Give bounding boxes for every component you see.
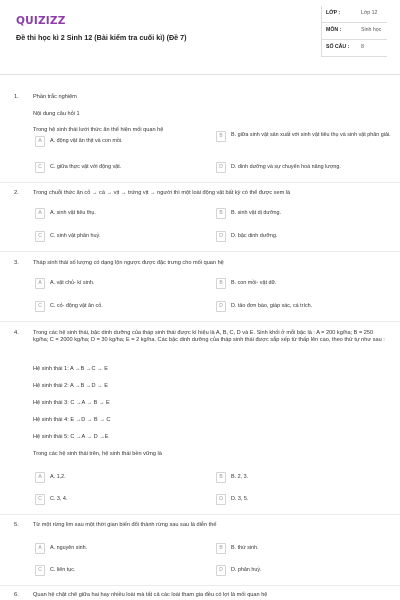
option-letter-box: B <box>216 208 226 219</box>
option-letter-box: C <box>35 494 45 505</box>
option-letter-box: B <box>216 131 226 142</box>
option-text: C. cỏ- động vật ăn cỏ. <box>50 303 103 309</box>
option-text: B. thứ sinh. <box>231 545 259 551</box>
option-d[interactable] <box>216 565 392 580</box>
option-letter-box: A <box>35 208 45 219</box>
worksheet-header <box>0 0 400 74</box>
option-a[interactable] <box>35 472 211 487</box>
option-d[interactable] <box>216 162 392 177</box>
option-letter-box: A <box>35 278 45 289</box>
option-text: B. sinh vật dị dưỡng. <box>231 210 281 216</box>
option-letter-box: D <box>216 162 226 173</box>
meta-count-label: SỐ CÂU : <box>326 44 350 50</box>
option-text: D. 3, 5. <box>231 496 249 502</box>
question-stem: Trong chuỗi thức ăn cỏ → cá → vịt → trứng vịt → người thì một loài động vật bất kỳ có thể được xem là <box>33 190 291 196</box>
option-text: B. 2, 3. <box>231 474 249 480</box>
option-b[interactable] <box>216 208 392 223</box>
ecosystem-line-2: Hệ sinh thái 2: A →B →D → E <box>33 383 108 389</box>
option-letter-box: A <box>35 543 45 554</box>
option-text: A. 1,2. <box>50 474 66 480</box>
question-stem: Trong hệ sinh thái lưới thức ăn thể hiện mối quan hệ <box>33 127 164 133</box>
ecosystem-line-3: Hệ sinh thái 3: C →A → B → E <box>33 400 110 406</box>
option-letter-box: D <box>216 494 226 505</box>
question-divider <box>0 514 400 515</box>
meta-class-label: LỚP : <box>326 10 341 16</box>
option-letter-box: C <box>35 162 45 173</box>
header-divider <box>0 74 400 75</box>
quizizz-logo: QUIZIZZ <box>16 15 66 27</box>
option-text: D. bậc dinh dưỡng. <box>231 233 278 239</box>
option-b[interactable] <box>216 278 392 293</box>
option-text: B. giữa sinh vật sản xuất với sinh vật tiêu thụ và sinh vật phân giải. <box>231 132 391 138</box>
question-divider <box>0 321 400 322</box>
question-number: 1. <box>14 94 19 100</box>
meta-class-row <box>321 6 387 23</box>
option-d[interactable] <box>216 231 392 246</box>
question-stem: Từ một rừng lim sau một thời gian biến đổi thành rừng sau sau là diễn thế <box>33 522 217 528</box>
question-number: 2. <box>14 190 19 196</box>
option-c[interactable] <box>35 162 211 177</box>
ecosystem-line-4: Hệ sinh thái 4: E →D → B → C <box>33 417 111 423</box>
option-letter-box: D <box>216 565 226 576</box>
option-text: D. dinh dưỡng và sự chuyển hoá năng lượng. <box>231 164 341 170</box>
option-letter-box: B <box>216 278 226 289</box>
option-letter-box: C <box>35 301 45 312</box>
question-prompt: Trong các hệ sinh thái trên, hệ sinh thái bền vững là <box>33 451 162 457</box>
option-a[interactable] <box>35 278 211 293</box>
option-text: D. phân huỷ. <box>231 567 262 573</box>
option-d[interactable] <box>216 301 392 316</box>
question-stem: Tháp sinh thái số lượng có dạng lộn ngược được đặc trưng cho mối quan hệ <box>33 260 224 266</box>
ecosystem-line-1: Hệ sinh thái 1: A →B →C → E <box>33 366 108 372</box>
option-text: C. liên tục. <box>50 567 76 573</box>
option-letter-box: D <box>216 231 226 242</box>
option-d[interactable] <box>216 494 392 509</box>
question-subtitle: Nội dung câu hỏi 1 <box>33 111 80 117</box>
question-section-label: Phần trắc nghiệm <box>33 94 77 100</box>
question-divider <box>0 182 400 183</box>
worksheet-title: Đề thi học kì 2 Sinh 12 (Bài kiểm tra cuối kì) (Đề 7) <box>16 33 187 42</box>
option-letter-box: C <box>35 565 45 576</box>
option-a[interactable] <box>35 136 211 151</box>
question-number: 3. <box>14 260 19 266</box>
meta-class-value: Lớp 12 <box>361 10 378 16</box>
option-c[interactable] <box>35 494 211 509</box>
question-stem: Quan hệ chặt chẽ giữa hai hay nhiều loài mà tất cả các loài tham gia đều có lợi là mối quan hệ <box>33 592 268 598</box>
option-letter-box: B <box>216 543 226 554</box>
option-text: B. con mồi- vật dữ. <box>231 280 277 286</box>
option-letter-box: A <box>35 136 45 147</box>
option-letter-box: A <box>35 472 45 483</box>
option-letter-box: B <box>216 472 226 483</box>
option-text: C. 3, 4. <box>50 496 68 502</box>
option-letter-box: D <box>216 301 226 312</box>
option-c[interactable] <box>35 565 211 580</box>
question-stem: Trong các hệ sinh thái, bậc dinh dưỡng của tháp sinh thái được kí hiệu là A, B, C, D và E. Sinh khối ở mỗi bậc là : A = 200 kg/ha; B = 250 kg/ha; C = 2000 kg/ha; D = 30 kg/ha; E = 2 kg/ha. Các bậc dinh dưỡng của tháp sinh thái được sắp xếp từ thấp lên cao, theo thứ tự như sau : <box>33 330 385 343</box>
question-number: 4. <box>14 330 19 336</box>
option-text: A. nguyên sinh. <box>50 545 88 551</box>
option-a[interactable] <box>35 543 211 558</box>
option-text: D. tảo đơn bào, giáp xác, cá trích. <box>231 303 313 309</box>
option-b[interactable] <box>216 472 392 487</box>
option-b[interactable] <box>216 543 392 558</box>
option-text: C. giữa thực vật với động vật. <box>50 164 122 170</box>
meta-subject-label: MÔN : <box>326 27 342 33</box>
option-text: A. sinh vật tiêu thụ. <box>50 210 96 216</box>
option-text: C. sinh vật phân huỷ. <box>50 233 101 239</box>
option-c[interactable] <box>35 301 211 316</box>
question-number: 5. <box>14 522 19 528</box>
meta-subject-value: Sinh học <box>361 27 382 33</box>
question-divider <box>0 251 400 252</box>
question-number: 6. <box>14 592 19 598</box>
option-a[interactable] <box>35 208 211 223</box>
option-text: A. động vật ăn thịt và con mồi. <box>50 138 123 144</box>
option-b[interactable] <box>216 131 392 146</box>
meta-count-row <box>321 40 387 57</box>
meta-count-value: 8 <box>361 44 364 50</box>
meta-subject-row <box>321 23 387 40</box>
option-text: A. vật chủ- kí sinh. <box>50 280 95 286</box>
question-divider <box>0 585 400 586</box>
option-letter-box: C <box>35 231 45 242</box>
option-c[interactable] <box>35 231 211 246</box>
ecosystem-line-5: Hệ sinh thái 5: C →A → D →E <box>33 434 109 440</box>
